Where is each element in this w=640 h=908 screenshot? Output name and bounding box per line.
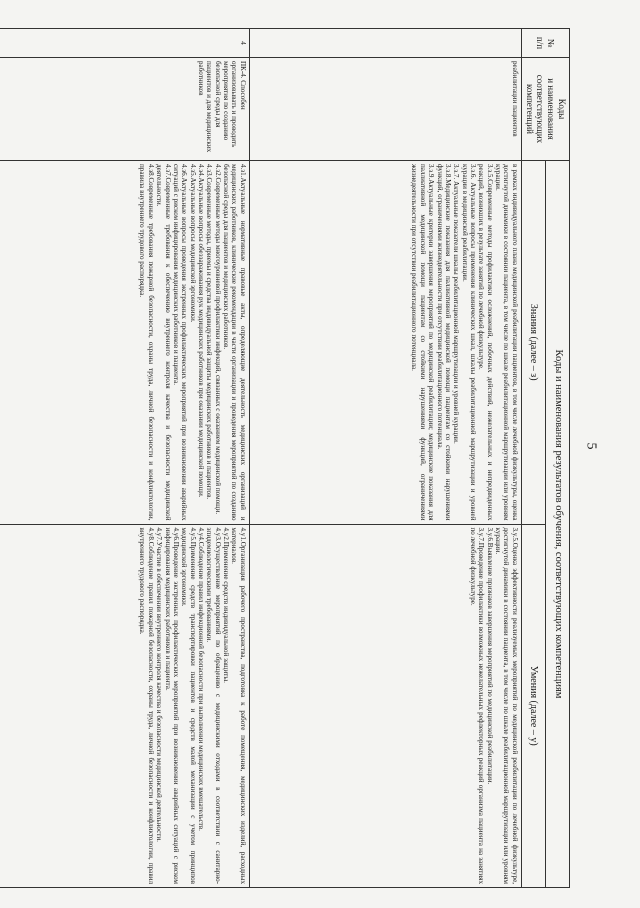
- skill-item: 4.у6.Проведение экстренных профилактических мероприятий при возникновении аварийных ситуаций с риском инфицирования медицинских работников и пациента.: [163, 527, 180, 884]
- skill-item: 4.у4.Соблюдение правил инфекционной безопасности при выполнении медицинских вмешательств.: [197, 527, 206, 831]
- skill-item: 4.у3.Осуществление мероприятий по обращению с медицинскими отходами в соответствии с санитарно-эпидемиологическими требованиями.: [205, 527, 222, 884]
- knowledge-item: 4.з2.Современные методы многоуровневой профилактики инфекций, связанных с оказанием медицинской помощи.: [213, 164, 222, 515]
- knowledge-item: в рамках индивидуального плана медицинской реабилитации пациентов, в том числе лечебной физкультуры, оценка достигнутой динамики в состоянии пациента, в том числе по шкале реабилитационной маршрутизации или уровням курации.: [494, 164, 519, 521]
- row-num: [249, 29, 521, 58]
- skill-item: 3.у.5.Оценка эффективности реализуемых мероприятий по медицинской реабилитации по лечебной физкультуре, достигнутой динамики в состоянии пациента, в том числе по шкале реабилитационной маршрутизации или уровням курации.: [494, 527, 519, 884]
- skill-item: 4.у8.Соблюдение правил пожарной безопасности, охраны труда, личной безопасности и конфликтологии, правил внутреннего трудового распорядка.: [138, 527, 155, 884]
- header-results-title: Коды и наименования результатов обучения, соответствующих компетенциям: [545, 161, 569, 888]
- knowledge-item: 3.з.5.Современные методы профилактики осложнений, побочных действий, нежелательных и непредвиденных реакций, возникших в результате занятий по лечебной физкультуре.: [477, 164, 494, 521]
- knowledge-item: 4.з4.Актуальные вопросы обеззараживания рук медицинских работников при оказании медицинской помощи.: [197, 164, 206, 498]
- knowledge-item: 4.з7.Современные требования к обеспечению внутреннего контроля качества и безопасности медицинской деятельности.: [155, 164, 172, 521]
- header-num: № п/п: [521, 29, 569, 58]
- skill-item: 3.у.6.Выявление признаков завершения мероприятий по медицинской реабилитации.: [485, 527, 494, 785]
- page-number: 5: [583, 442, 599, 450]
- skill-item: 4.у7.Участие в обеспечении внутреннего контроля качества и безопасности медицинской деятельности.: [155, 527, 164, 842]
- knowledge-item: 4.з6.Актуальные вопросы проведения экстренных профилактических мероприятий при возникновении аварийных ситуаций с риском инфицирования медицинских работников и пациента.: [171, 164, 189, 521]
- knowledge-item: 3.з.9.Актуальные критерии завершения мероприятий по медицинской реабилитации; медицинские показания для паллиативной медицинской помощи пациентам со стойкими нарушениями функций, ограничениями жизнедеятельности при отсутствии реабилитационного потенциала.: [410, 164, 436, 521]
- row-competence: реабилитации пациентов: [249, 58, 521, 161]
- header-competence: Коды и наименования соответствующих компетенций: [521, 58, 569, 161]
- rotated-page-content: [58, 28, 570, 888]
- table-row: [0, 29, 249, 888]
- knowledge-item: 4.з8.Современные требования пожарной безопасности, охраны труда, личной безопасности и конфликтологии, правила внутреннего трудового распорядка.: [138, 164, 155, 521]
- skill-item: 4.у5.Применение средств транспортировки пациентов и средств малой механизации с учетом принципов медицинской эргономики.: [180, 527, 197, 884]
- row-knowledge: [0, 161, 249, 525]
- table-row: [249, 29, 521, 888]
- knowledge-item: 3.з.8.Медицинские показания для паллиативной медицинской помощи пациентам со стойкими нарушениями функций, ограничениями жизнедеятельности при отсутствии реабилитационного потенциала.: [435, 164, 452, 521]
- knowledge-item: 4.з3.Современные методы, приемы и средства индивидуальной защиты медицинских работников и пациентов.: [205, 164, 214, 500]
- header-skills: Умения (далее – у): [521, 524, 545, 888]
- knowledge-item: 4.з1.Актуальные нормативные правовые акты, определяющие деятельность медицинских организаций и медицинских работников, клинические рекомендации в части организации и проведения мероприятий по созданию безопасной среды для пациентов и медицинских работников.: [222, 164, 247, 521]
- row-skills: [0, 524, 249, 888]
- row-knowledge: [249, 161, 521, 525]
- competence-table: [0, 28, 570, 888]
- skill-item: 4.у2.Применение средств индивидуальной защиты.: [222, 527, 231, 683]
- knowledge-item: 3.з.6. Актуальные вопросы применения клинических шкал, шкалы реабилитационной маршрутизации и уровней курации в медицинской реабилитации.: [460, 164, 478, 521]
- row-num: 4: [0, 29, 249, 58]
- knowledge-item: 3.з.7. Актуальные показатели шкалы реабилитационной маршрутизации и уровней курации.: [452, 164, 461, 444]
- skill-item: 3.у.7.Проведение профилактики возможных нежелательных рефлекторных реакций организма пациента на занятиях по лечебной физкультуре.: [469, 527, 486, 884]
- header-knowledge: Знания (далее – з): [521, 161, 545, 525]
- row-competence: ПК-4. Способен организовывать и проводить мероприятия по созданию безопасной среды для пациентов и для медицинских работников: [0, 58, 249, 161]
- row-skills: [249, 524, 521, 888]
- knowledge-item: 4.з5.Актуальные вопросы медицинской эргономики.: [188, 164, 197, 323]
- skill-item: 4.у1.Организация рабочего пространства, подготовка к работе помещения, медицинских изделий, расходных материалов.: [230, 527, 247, 884]
